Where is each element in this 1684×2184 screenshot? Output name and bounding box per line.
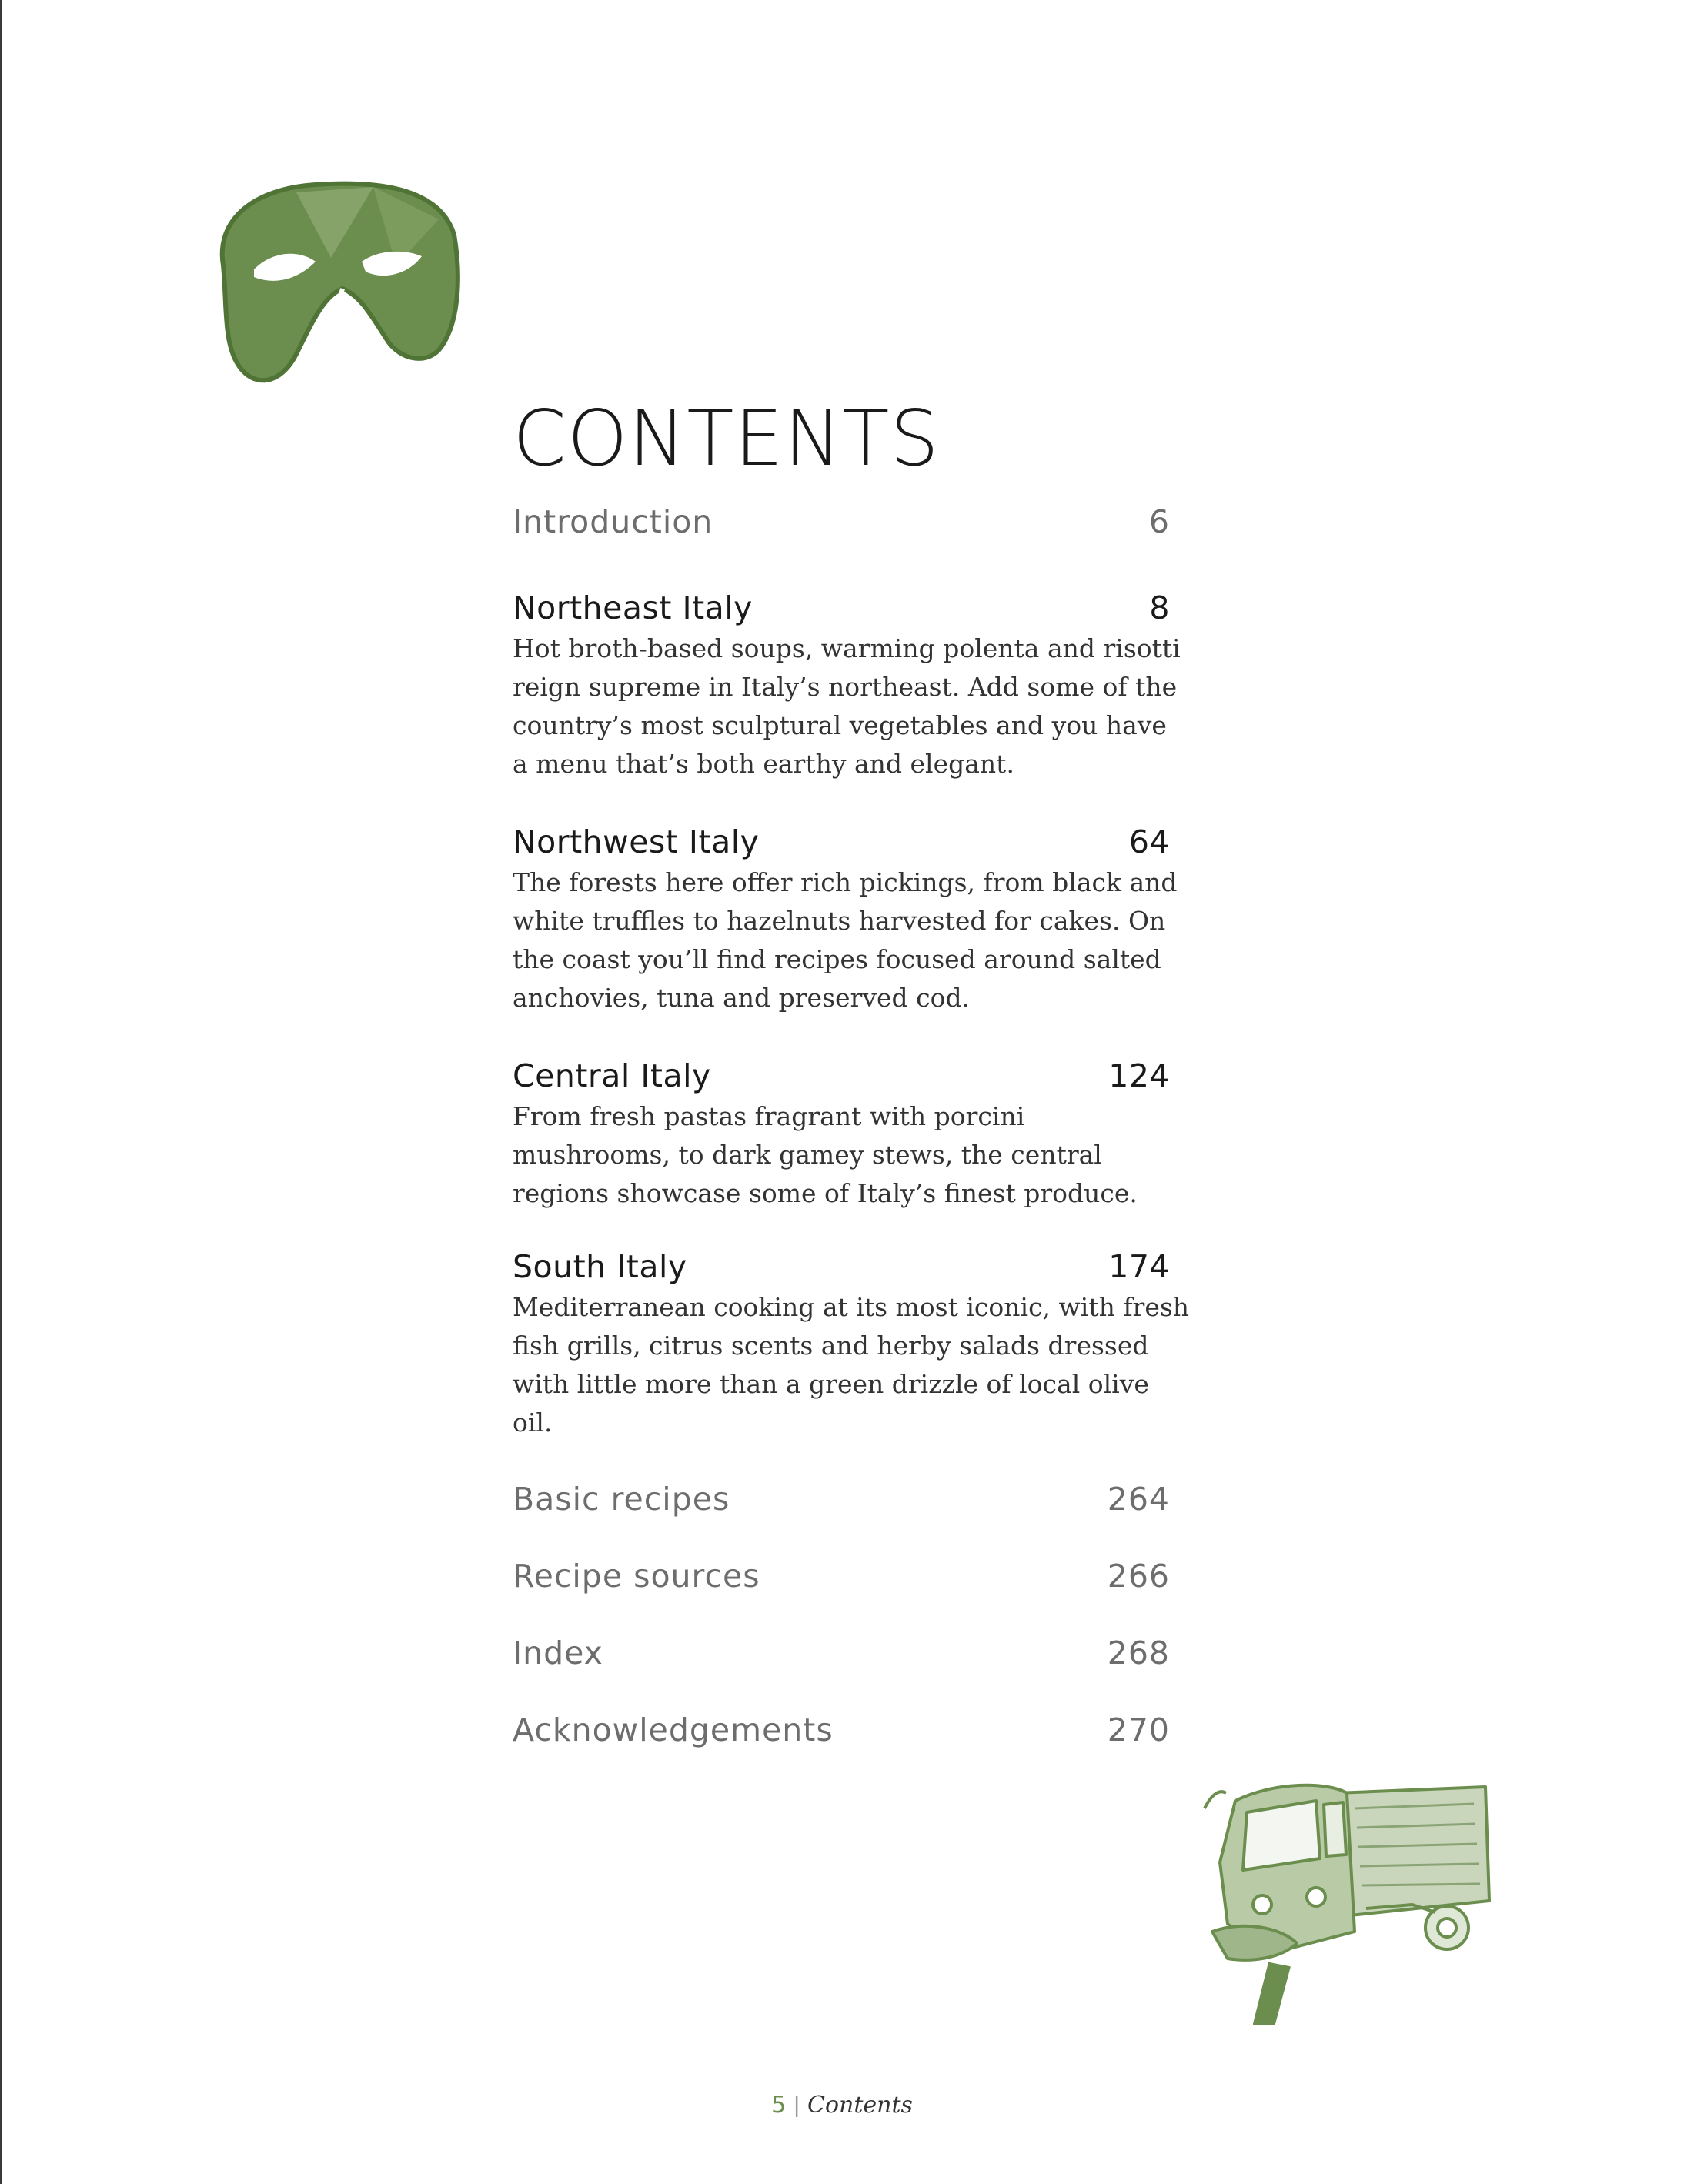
footer-separator: | (794, 2092, 800, 2118)
toc-section-central[interactable] (513, 1057, 1182, 1213)
toc-entry-page: 264 (1107, 1481, 1170, 1518)
running-title: Contents (807, 2092, 913, 2119)
toc-section-title: Northeast Italy (513, 589, 753, 626)
page-edge (0, 0, 2, 2184)
toc-section-description: The forests here offer rich pickings, from black and white truffles to hazelnuts harvested for cakes. On the coast you’ll find recipes focused around salted anchovies, tuna and preserved cod. (513, 867, 1178, 1013)
toc-entry-page: 270 (1107, 1711, 1170, 1748)
toc-section-title: Central Italy (513, 1057, 711, 1094)
toc-section-description: Mediterranean cooking at its most iconic, with fresh fish grills, citrus scents and herby salads dressed with little more than a green drizzle of local olive oil. (513, 1292, 1190, 1438)
toc-section-northeast[interactable] (513, 589, 1182, 783)
venetian-mask-icon (208, 173, 462, 392)
toc-entry-index[interactable] (513, 1635, 1170, 1671)
toc-section-page: 64 (1128, 823, 1170, 860)
ape-tuk-tuk-icon (1181, 1770, 1505, 2039)
toc-section-page: 174 (1108, 1248, 1170, 1285)
toc-entry-title: Introduction (513, 503, 713, 540)
toc-entry-title: Index (513, 1635, 603, 1671)
toc-entry-title: Acknowledgements (513, 1711, 834, 1748)
toc-section-description: From fresh pastas fragrant with porcini mushrooms, to dark gamey stews, the central regions showcase some of Italy’s finest produce. (513, 1101, 1138, 1208)
toc-section-northwest[interactable] (513, 823, 1182, 1017)
toc-entry-page: 266 (1107, 1558, 1170, 1595)
toc-section-title: South Italy (513, 1248, 687, 1285)
table-of-contents (513, 393, 1190, 1748)
toc-entry-basic-recipes[interactable] (513, 1481, 1170, 1518)
toc-section-south[interactable] (513, 1248, 1190, 1442)
toc-entry-page: 268 (1107, 1635, 1170, 1671)
toc-section-description: Hot broth-based soups, warming polenta and risotti reign supreme in Italy’s northeast. Add some of the country’s most sculptural vegetables and you have a menu that’s both earthy and elegant. (513, 633, 1181, 779)
page-footer (0, 2092, 1684, 2119)
toc-entry-title: Recipe sources (513, 1558, 760, 1595)
toc-section-page: 124 (1108, 1057, 1170, 1094)
toc-entry-acknowledgements[interactable] (513, 1711, 1170, 1748)
toc-section-page: 8 (1149, 589, 1170, 626)
page-title: CONTENTS (513, 393, 940, 483)
toc-entry-recipe-sources[interactable] (513, 1558, 1170, 1595)
toc-entry-page: 6 (1148, 503, 1170, 540)
toc-entry-introduction[interactable] (513, 503, 1170, 540)
toc-entry-title: Basic recipes (513, 1481, 730, 1518)
toc-section-title: Northwest Italy (513, 823, 760, 860)
page-number: 5 (771, 2092, 787, 2119)
